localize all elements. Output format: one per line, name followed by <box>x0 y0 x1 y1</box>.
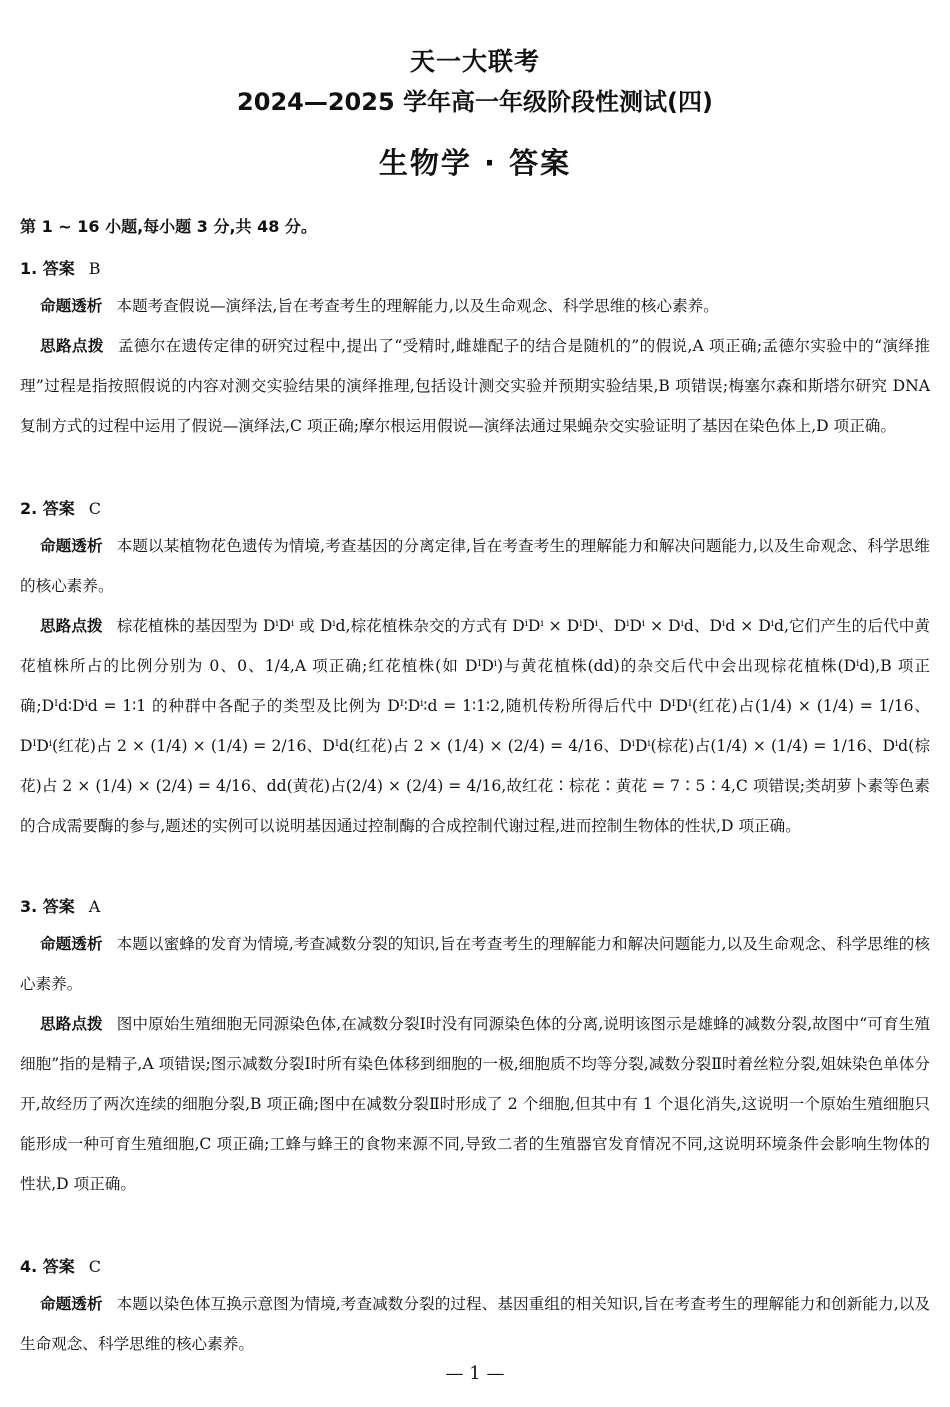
question-4-analysis <box>20 1284 930 1364</box>
scoring-intro: 第 1 ~ 16 小题,每小题 3 分,共 48 分。 <box>20 217 317 236</box>
question-2-answer <box>20 496 101 519</box>
question-2-heading: 2. 答案 <box>20 499 75 518</box>
question-1-analysis-text: 本题考查假说—演绎法,旨在考查考生的理解能力,以及生命观念、科学思维的核心素养。 <box>116 297 719 315</box>
analysis-label: 命题透析 <box>40 537 103 555</box>
question-1-heading: 1. 答案 <box>20 259 75 278</box>
hint-label: 思路点拨 <box>40 1015 103 1033</box>
question-1-answer <box>20 256 101 279</box>
question-4-analysis-text: 本题以染色体互换示意图为情境,考查减数分裂的过程、基因重组的相关知识,旨在考查考生的理解能力和创新能力,以及生命观念、科学思维的核心素养。 <box>20 1295 930 1353</box>
question-4-heading: 4. 答案 <box>20 1257 75 1276</box>
question-3-answer-letter: A <box>88 897 101 916</box>
question-2-hint-text: 棕花植株的基因型为 DⁱDⁱ 或 Dⁱd,棕花植株杂交的方式有 DⁱDⁱ × DⁱDⁱ、DⁱDⁱ × Dⁱd、Dⁱd × Dⁱd,它们产生的后代中黄花植株所占的比例分别为 0、0、1/4,A 项正确;红花植株(如 DᴵDⁱ)与黄花植株(dd)的杂交后代中会出现棕花植株(Dⁱd),B 项正确;Dᴵd∶Dⁱd = 1∶1 的种群中各配子的类型及比例为 Dᴵ∶Dⁱ∶d = 1∶1∶2,随机传粉所得后代中 DᴵDᴵ(红花)占(1/4) × (1/4) = 1/16、DᴵDⁱ(红花)占 2 × (1/4) × (1/4) = 2/16、Dᴵd(红花)占 2 × (1/4) × (2/4) = 4/16、DⁱDⁱ(棕花)占(1/4) × (1/4) = 1/16、Dⁱd(棕花)占 2 × (1/4) × (2/4) = 4/16、dd(黄花)占(2/4) × (2/4) = 4/16,故红花∶棕花∶黄花 = 7∶5∶4,C 项错误;类胡萝卜素等色素的合成需要酶的参与,题述的实例可以说明基因通过控制酶的合成控制代谢过程,进而控制生物体的性状,D 项正确。 <box>20 617 930 835</box>
analysis-label: 命题透析 <box>40 297 103 315</box>
question-1-answer-letter: B <box>88 259 101 278</box>
question-1-hint <box>20 326 930 446</box>
subject-title: 生物学 · 答案 <box>378 146 572 180</box>
question-1-analysis <box>20 286 930 326</box>
exam-title: 2024—2025 学年高一年级阶段性测试(四) <box>237 88 713 116</box>
hint-label: 思路点拨 <box>40 617 103 635</box>
hint-label: 思路点拨 <box>40 337 104 355</box>
question-4-answer <box>20 1254 101 1277</box>
question-3-analysis <box>20 924 930 1004</box>
question-2-analysis-text: 本题以某植物花色遗传为情境,考查基因的分离定律,旨在考查考生的理解能力和解决问题能力,以及生命观念、科学思维的核心素养。 <box>20 537 930 595</box>
organization-title: 天一大联考 <box>409 47 540 76</box>
analysis-label: 命题透析 <box>40 1295 103 1313</box>
page-number: — 1 — <box>445 1363 505 1384</box>
question-3-hint-text: 图中原始生殖细胞无同源染色体,在减数分裂Ⅰ时没有同源染色体的分离,说明该图示是雄蜂的减数分裂,故图中“可育生殖细胞”指的是精子,A 项错误;图示减数分裂Ⅰ时所有染色体移到细胞的一极,细胞质不均等分裂,减数分裂Ⅱ时着丝粒分裂,姐妹染色单体分开,故经历了两次连续的细胞分裂,B 项正确;图中在减数分裂Ⅱ时形成了 2 个细胞,但其中有 1 个退化消失,这说明一个原始生殖细胞只能形成一种可育生殖细胞,C 项正确;工蜂与蜂王的食物来源不同,导致二者的生殖器官发育情况不同,这说明环境条件会影响生物体的性状,D 项正确。 <box>20 1015 930 1193</box>
question-2-analysis <box>20 526 930 606</box>
question-3-hint <box>20 1004 930 1204</box>
question-2-hint <box>20 606 930 846</box>
question-3-analysis-text: 本题以蜜蜂的发育为情境,考查减数分裂的知识,旨在考查考生的理解能力和解决问题能力,以及生命观念、科学思维的核心素养。 <box>20 935 930 993</box>
analysis-label: 命题透析 <box>40 935 103 953</box>
question-1-hint-text: 孟德尔在遗传定律的研究过程中,提出了“受精时,雌雄配子的结合是随机的”的假说,A 项正确;孟德尔实验中的“演绎推理”过程是指按照假说的内容对测交实验结果的演绎推理,包括设计测交实验并预期实验结果,B 项错误;梅塞尔森和斯塔尔研究 DNA 复制方式的过程中运用了假说—演绎法,C 项正确;摩尔根运用假说—演绎法通过果蝇杂交实验证明了基因在染色体上,D 项正确。 <box>20 337 930 435</box>
question-3-heading: 3. 答案 <box>20 897 75 916</box>
question-2-answer-letter: C <box>88 499 102 518</box>
question-4-answer-letter: C <box>88 1257 102 1276</box>
question-3-answer <box>20 894 100 917</box>
